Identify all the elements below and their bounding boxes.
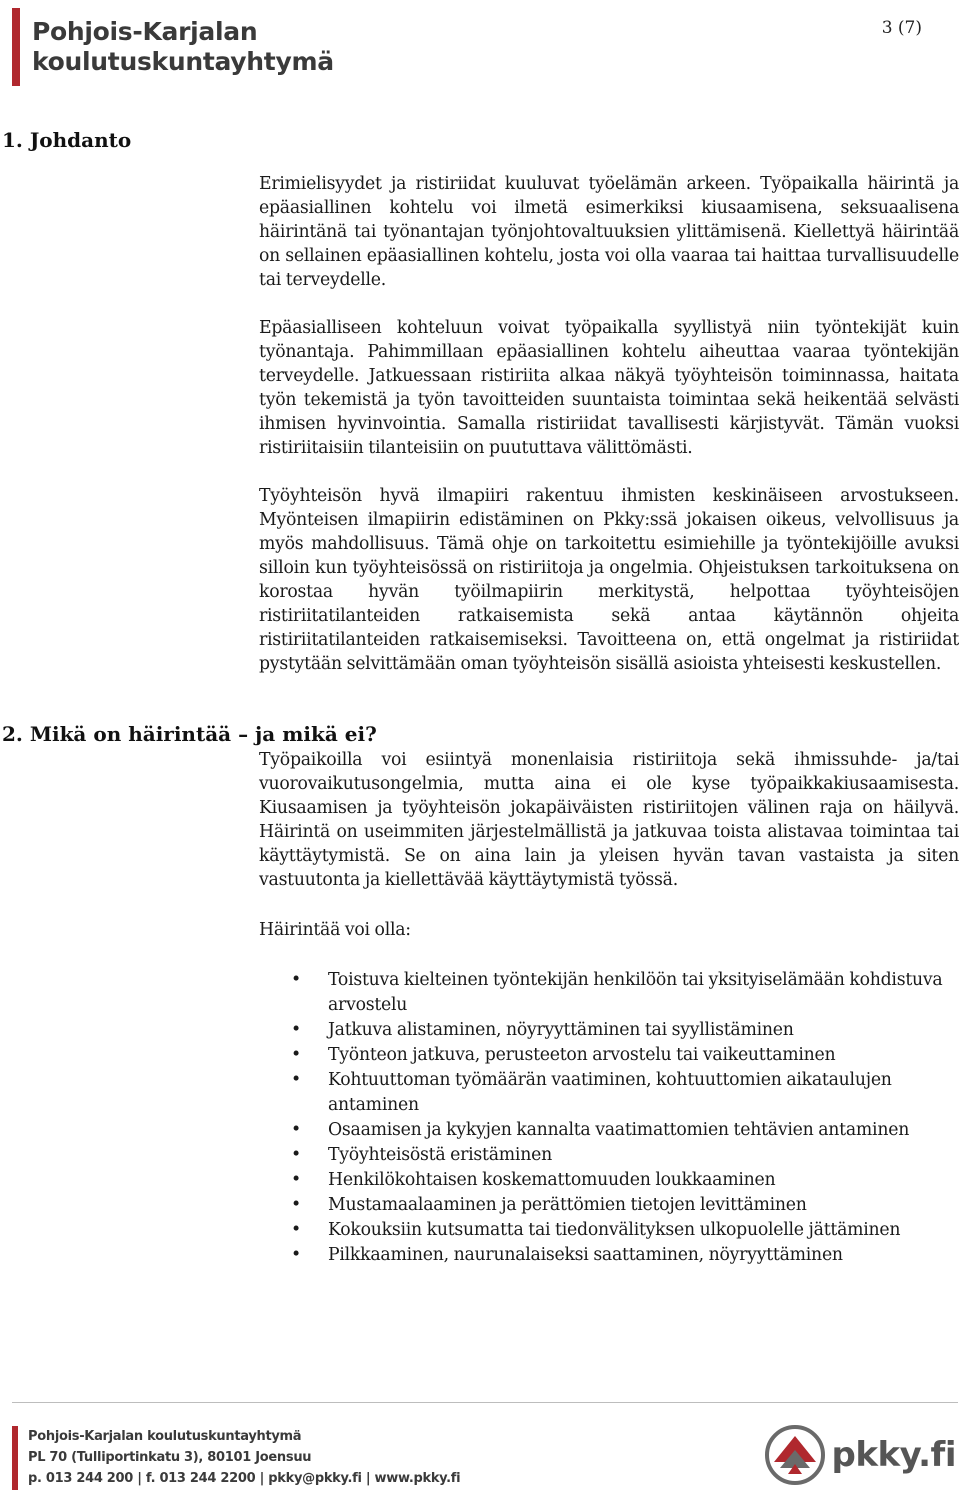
list-item <box>259 1043 959 1068</box>
list-item <box>259 1118 959 1143</box>
footer-address <box>12 1426 460 1490</box>
heading-introduction: 1. Johdanto <box>2 128 132 152</box>
bullet-icon: • <box>291 970 301 990</box>
bullet-icon: • <box>291 1145 301 1165</box>
logo-text <box>32 8 334 86</box>
main-content <box>259 172 959 1268</box>
footer-org-name: Pohjois-Karjalan koulutuskuntayhtymä <box>28 1429 302 1444</box>
bullet-icon: • <box>291 1170 301 1190</box>
footer-accent-bar <box>12 1426 18 1490</box>
paragraph-harassment-1: Työpaikoilla voi esiintyä monenlaisia ristiriitoja sekä ihmissuhde- ja/tai vuorovaikutusongelmia, mutta aina ei ole kyse työpaikkakiusaamisesta. Kiusaamisen ja työyhteisön jokapäiväisten ristiriitojen välinen raja on häilyvä. Häirintä on useimmiten järjestelmällistä ja jatkuvaa toista alistavaa toimintaa tai käyttäytymistä. Se on aina lain ja yleisen hyvän tavan vastaista ja siten vastuutonta ja kiellettävää käyttäytymistä työssä. <box>259 750 959 890</box>
heading-harassment: 2. Mikä on häirintää – ja mikä ei? <box>2 722 377 746</box>
org-logo <box>12 8 334 86</box>
footer-contact: p. 013 244 200 | f. 013 244 2200 | pkky@pkky.fi | www.pkky.fi <box>28 1471 461 1486</box>
bullet-icon: • <box>291 1045 301 1065</box>
brand-emblem-icon <box>764 1424 826 1486</box>
list-item <box>259 1068 959 1118</box>
list-item-text: Henkilökohtaisen koskemattomuuden loukkaaminen <box>328 1170 776 1190</box>
bullet-icon: • <box>291 1020 301 1040</box>
logo-accent-bar <box>12 8 20 86</box>
list-item-text: Työnteon jatkuva, perusteeton arvostelu tai vaikeuttaminen <box>328 1045 836 1065</box>
list-item-text: Pilkkaaminen, naurunalaiseksi saattaminen, nöyryyttäminen <box>328 1245 843 1265</box>
list-item <box>259 1243 959 1268</box>
list-item <box>259 1218 959 1243</box>
paragraph-intro-2: Epäasialliseen kohteluun voivat työpaikalla syyllistyä niin työntekijät kuin työnantaja. Pahimmillaan epäasiallinen kohtelu aiheuttaa vaaraa työntekijän terveydelle. Jatkuessaan ristiriita alkaa näkyä työyhteisön toiminnassa, haitata työn tekemistä ja työn tavoitteiden suuntaista toimintaa sekä heikentää selvästi ihmisen hyvinvointia. Samalla ristiriidat tavallisesti kärjistyvät. Tämän vuoksi ristiriitaisiin tilanteisiin on puututtava välittömästi. <box>259 318 959 458</box>
footer-divider <box>12 1402 958 1403</box>
list-item-text: Jatkuva alistaminen, nöyryyttäminen tai syyllistäminen <box>328 1020 794 1040</box>
logo-line-1: Pohjois-Karjalan <box>32 17 258 46</box>
logo-line-2: koulutuskuntayhtymä <box>32 47 334 76</box>
bullet-icon: • <box>291 1120 301 1140</box>
paragraph-intro-1: Erimielisyydet ja ristiriidat kuuluvat työelämän arkeen. Työpaikalla häirintä ja epäasiallinen kohtelu voi ilmetä esimerkiksi kiusaamisena, seksuaalisena häirintänä tai työnantajan työnjohtovaltuuksien ylittämisenä. Kiellettyä häirintää on sellainen epäasiallinen kohtelu, josta voi olla vaaraa tai haittaa turvallisuudelle tai terveydelle. <box>259 174 959 290</box>
bullet-icon: • <box>291 1195 301 1215</box>
list-item-text: Kohtuuttoman työmäärän vaatiminen, kohtuuttomien aikataulujen antaminen <box>328 1070 892 1115</box>
list-item-text: Mustamaalaaminen ja perättömien tietojen levittäminen <box>328 1195 807 1215</box>
footer-text <box>28 1426 460 1490</box>
list-item-text: Osaamisen ja kykyjen kannalta vaatimattomien tehtävien antaminen <box>328 1120 910 1140</box>
list-item-text: Toistuva kielteinen työntekijän henkilöön tai yksityiselämään kohdistuva arvostelu <box>328 970 943 1015</box>
list-item-text: Kokouksiin kutsumatta tai tiedonvälityksen ulkopuolelle jättäminen <box>328 1220 901 1240</box>
bullet-icon: • <box>291 1245 301 1265</box>
brand-logo <box>764 1424 956 1486</box>
list-item-text: Työyhteisöstä eristäminen <box>328 1145 552 1165</box>
page-number: 3 (7) <box>881 18 922 38</box>
list-item <box>259 1018 959 1043</box>
bullet-icon: • <box>291 1220 301 1240</box>
footer-postal-address: PL 70 (Tulliportinkatu 3), 80101 Joensuu <box>28 1450 312 1465</box>
list-item <box>259 968 959 1018</box>
bullet-icon: • <box>291 1070 301 1090</box>
paragraph-intro-3: Työyhteisön hyvä ilmapiiri rakentuu ihmisten keskinäiseen arvostukseen. Myönteisen ilmapiirin edistäminen on Pkky:ssä jokaisen oikeus, velvollisuus ja myös mahdollisuus. Tämä ohje on tarkoitettu esimiehille ja työntekijöille avuksi silloin kun työyhteisössä on ristiriitoja ja ongelmia. Ohjeistuksen tarkoituksena on korostaa hyvän työilmapiirin merkitystä, helpottaa työyhteisöjen ristiriitatilanteiden ratkaisemista sekä antaa käytännön ohjeita ristiriitatilanteiden ratkaisemiseksi. Tavoitteena on, että ongelmat ja ristiriidat pystytään selvittämään oman työyhteisön sisällä asioista yhteisesti keskustellen. <box>259 486 959 674</box>
list-item <box>259 1168 959 1193</box>
list-item <box>259 1193 959 1218</box>
paragraph-list-intro: Häirintää voi olla: <box>259 920 411 940</box>
list-item <box>259 1143 959 1168</box>
harassment-list <box>259 968 959 1268</box>
brand-name: pkky.fi <box>831 1435 956 1475</box>
